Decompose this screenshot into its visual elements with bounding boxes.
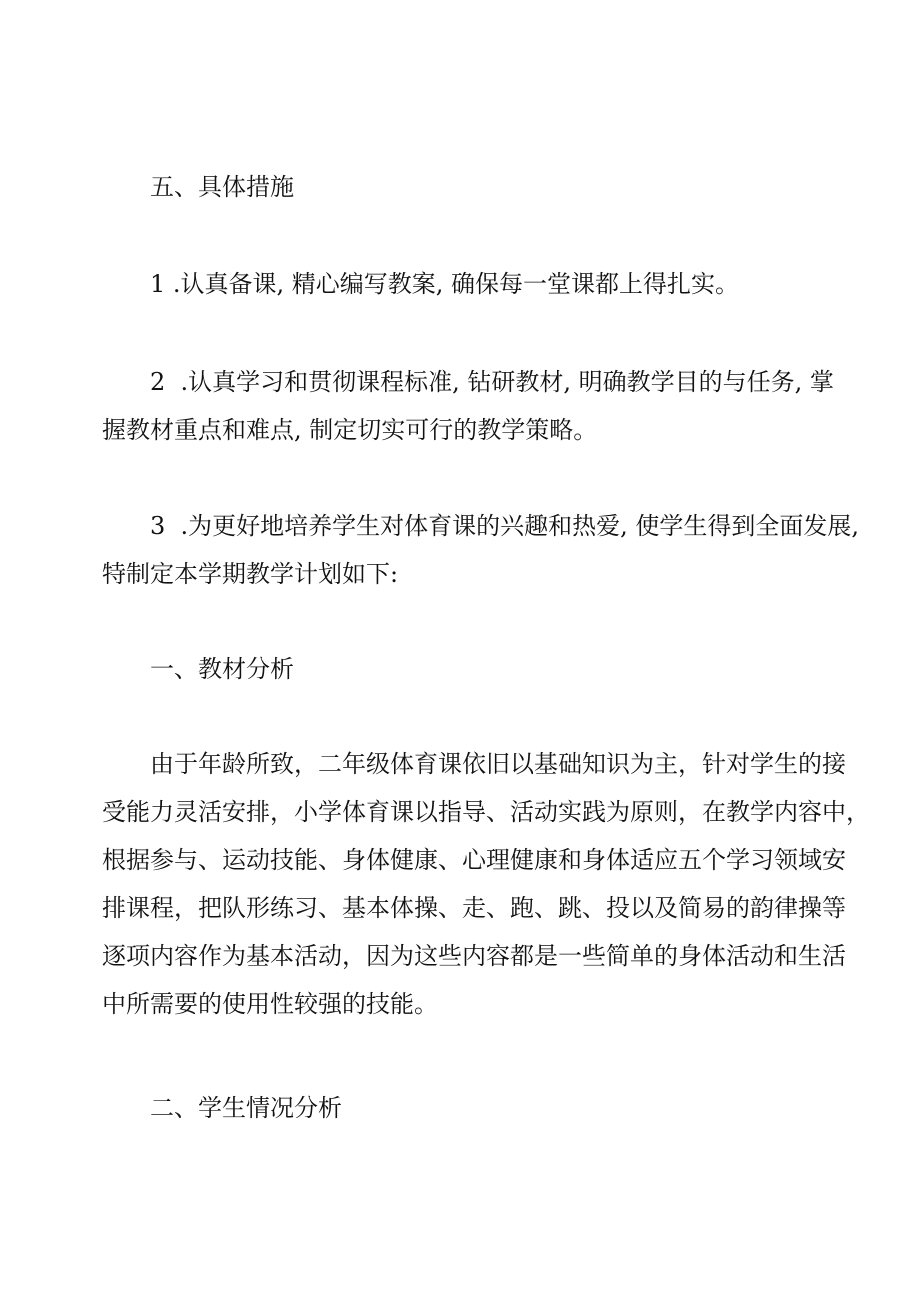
materials-paragraph-line-3: 根据参与、运动技能、身体健康、心理健康和身体适应五个学习领域安	[102, 846, 846, 874]
materials-paragraph-line-1: 由于年龄所致，二年级体育课依旧以基础知识为主，针对学生的接	[150, 750, 846, 778]
measure-item-2-line-1: 2 .认真学习和贯彻课程标准, 钻研教材, 明确教学目的与任务, 掌	[150, 368, 834, 396]
section-heading-materials: 一、教材分析	[150, 655, 294, 683]
section-heading-measures: 五、具体措施	[150, 173, 294, 201]
materials-paragraph-line-5: 逐项内容作为基本活动，因为这些内容都是一些简单的身体活动和生活	[102, 942, 846, 970]
materials-paragraph-line-2: 受能力灵活安排，小学体育课以指导、活动实践为原则，在教学内容中，	[102, 798, 870, 826]
materials-paragraph-line-4: 排课程，把队形练习、基本体操、走、跑、跳、投以及简易的韵律操等	[102, 894, 846, 922]
section-heading-students: 二、学生情况分析	[150, 1094, 342, 1122]
measure-item-3-line-1: 3 .为更好地培养学生对体育课的兴趣和热爱, 使学生得到全面发展,	[150, 512, 860, 540]
measure-item-1: 1 .认真备课, 精心编写教案, 确保每一堂课都上得扎实。	[150, 270, 740, 298]
materials-paragraph-line-6: 中所需要的使用性较强的技能。	[102, 990, 438, 1018]
measure-item-3-line-2: 特制定本学期教学计划如下:	[102, 560, 399, 588]
measure-item-2-line-2: 握教材重点和难点, 制定切实可行的教学策略。	[102, 416, 598, 444]
